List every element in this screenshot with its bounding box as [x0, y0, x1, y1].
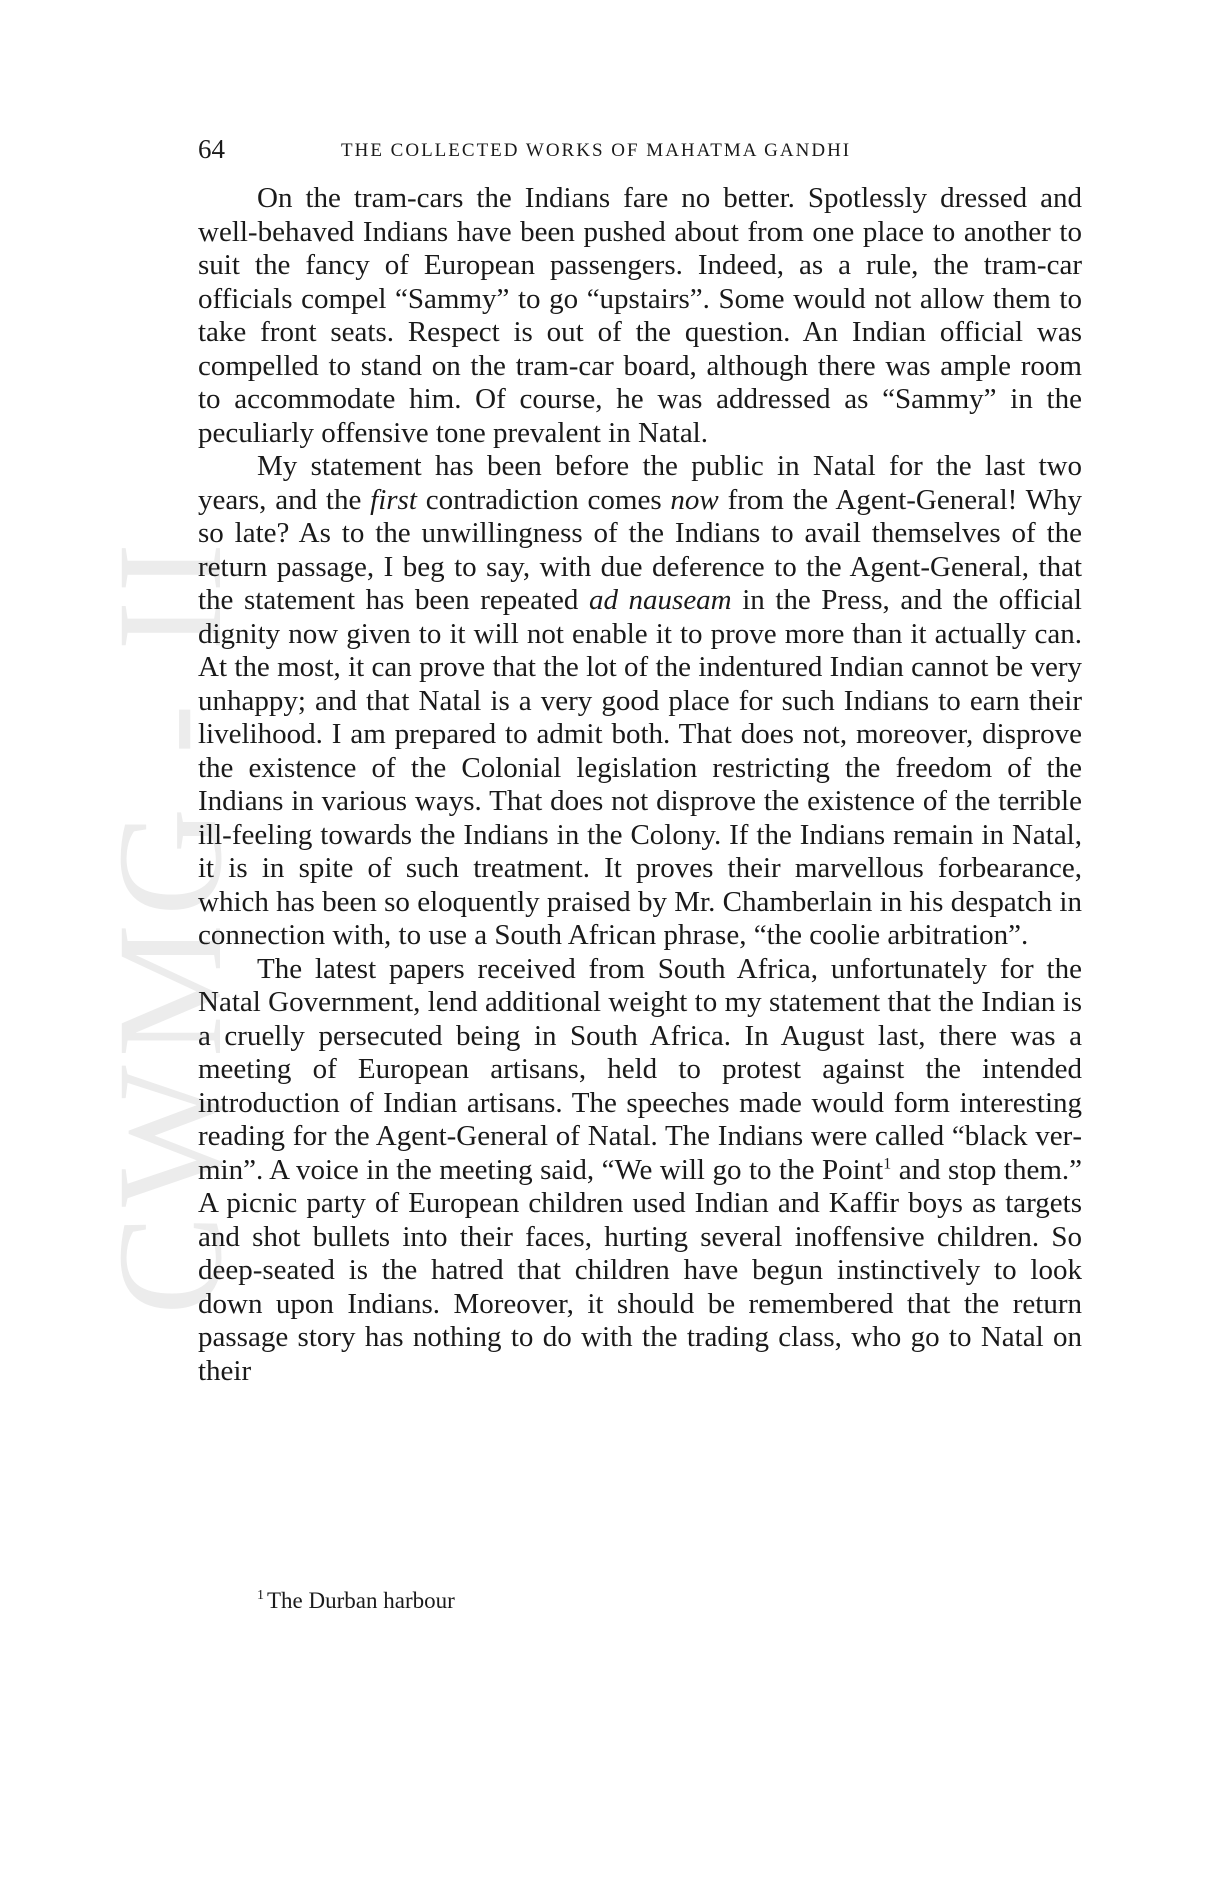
paragraph-3-text-a: The latest papers received from South Africa, unfortunately for the Natal Government, lend additional weight to my statement that the Indian is a cruelly persecuted being in South Africa. In August last, there was a meeting of European artisans, held to protest against the intended introduction of Indian artisans. The speeches made would form interesting reading for the Agent-General of Natal. The Indians were called “black vermin”. A voice in the meeting said, “We will go to the Point — [198, 952, 1082, 1186]
body-text — [198, 182, 1082, 1388]
watermark: CWMG - II — [87, 534, 253, 1315]
paragraph-2-text-g: in the Press, and the official dignity now given to it will not enable it to prove more than it actually can. At the most, it can prove that the lot of the indentured Indian cannot be very unhappy; and that Natal is a very good place for such Indians to earn their livelihood. I am prepared to admit both. That does not, moreover, disprove the existence of the Colonial legislation restricting the freedom of the Indians in various ways. That does not disprove the existence of the terrible ill-feeling towards the Indians in the Colony. If the Indians remain in Natal, it is in spite of such treatment. It proves their marvellous forbearance, which has been so eloquently praised by Mr. Chamberlain in his despatch in connection with, to use a South African phrase, “the coolie arbitration”. — [198, 584, 1082, 951]
paragraph-2-text-a: My statement has been before the public in Natal for the last two years, and the — [198, 450, 1082, 516]
paragraph-2-text-c: contradiction comes — [416, 483, 671, 516]
footnote-text: The Durban harbour — [267, 1588, 455, 1613]
paragraph-2-emphasis-ad-nauseam: ad nauseam — [588, 584, 732, 616]
paragraph-3-text-b: and stop them.” A picnic party of European children used Indian and Kaffir boys as targets and shot bullets into their faces, hurting several inoffensive children. So deep-seated is the hatred that children have begun instinctively to look down upon Indians. Moreover, it should be remembered that the return passage story has nothing to do with the trading class, who go to Natal on their — [198, 1153, 1083, 1387]
footnote-reference: 1 — [883, 1154, 892, 1172]
page-number: 64 — [198, 134, 225, 164]
paragraph-2 — [198, 450, 1082, 953]
paragraph-2-text-e: from the Agent-General! Why so late? As to the unwillingness of the Indians to avail themselves of the return passage, I beg to say, with due deference to the Agent-General, that the statement has been repeated — [198, 483, 1082, 616]
paragraph-2-emphasis-now: now — [670, 483, 719, 516]
footnote-marker: 1 — [257, 1588, 264, 1604]
paragraph-1-text: On the tram-cars the Indians fare no better. Spotlessly dressed and well-behaved Indians have been pushed about from one place to another to suit the fancy of European passengers. Indeed, as a rule, the tram-car officials compel “Sammy” to go “upstairs”. Some would not allow them to take front seats. Respect is out of the question. An Indian official was compelled to stand on the tram-car board, although there was ample room to accommodate him. Of course, he was addressed as “Sammy” in the peculiarly offensive tone prevalent in Natal. — [198, 182, 1082, 449]
page-header — [198, 134, 1082, 170]
paragraph-1 — [198, 182, 1082, 450]
paragraph-3 — [198, 953, 1082, 1389]
paragraph-2-emphasis-first: first — [370, 483, 417, 516]
footnote — [257, 1588, 455, 1614]
running-title: THE COLLECTED WORKS OF MAHATMA GANDHI — [341, 140, 852, 161]
